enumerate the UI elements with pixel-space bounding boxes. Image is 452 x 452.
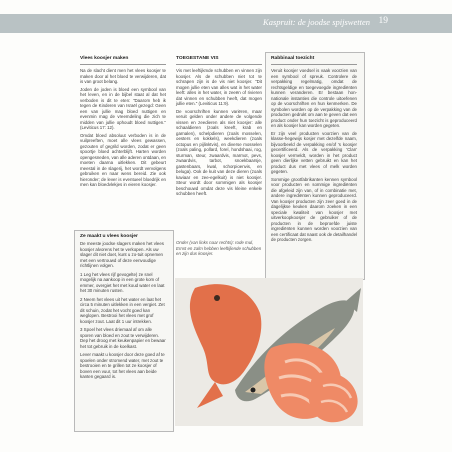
sidebar-step: 1 Leg het vlees rijf gevogelte) ze snel mogelijk na aankoop in een grote kom of emmer, overgiet het met koud water en laat het 30 minuten rusten. [80,271,165,293]
middle-paragraph: Vis met leeftijkmde schubben en vinnen zijn koosjer. Als de schubben niet tot te schrapen zijn is de vis niet koosjer. "Dit mogen jullie eten van alles wat in het water leeft: alles in het water, in zeeën of rivieren dat vinnen en schubben heeft, dat mogen jullie eten." (Leviticus 11:9). [176,68,262,106]
right-column [271,56,357,245]
sidebar-paragraph: Lever maakt u koosjer door deze goed af te spoelen onder stromend water, met zout te bestrooien en te grillen tot ze koosjer of boven een vuur, tot het vlees aan beide kanten gegaard is. [80,352,165,379]
left-sidebar-content [80,234,166,383]
left-paragraph: Joden de joden is bloed een symbool van het leven, en in de bijbel staat al dat het verboden is dit te eten: "Daarom heb ik tegen de Kinderen van Israël gezegd: Geen een van jullie mag bloed nuttigen en evenmin mag de vreemdeling die zich te midden van jullie ophoudt bloed nuttigen." (Leviticus 17: 12). [80,86,166,130]
left-paragraph: Omdat bloed absoluut verboden is in de vuilpreeften, moet alle vlees gewassen, gezouten of gegrild worden, zodat er geen spoortje bloed achterblijft. Harten worden opengesneden, van alle aderen ontdaan, en moeten daarna uitlekken. Dit gebeurt meestal in de slagerij, het wordt vervolgens gebruiken en naar wens bereid. Zie ook hieronder; de lever is eventueel bloedrijk en men kan bloedvlekjes in eieren koosjer. [80,132,166,187]
right-paragraph: Er zijn veel producten voorzien van de klasse-hegewijs kosjer met dezelfde naam, bijvoorbeeld de verpakking en/of 's koosjer gecertificeerd. Als de verpakking 'Clan' koosjer vermeldt, worden in het product geen dierlijke vetten gebruikt en kan het product dus met vlees of melk worden gegeten. [271,130,357,174]
page-number: 19 [378,16,388,26]
fish-illustration [175,278,363,426]
left-paragraph: Na de slacht dient men het vlees koosjer te maken door al het bloed te verwijderen, dat is van groot belang. [80,68,166,84]
left-sidebar-heading: Ze maakt u vlees koosjer [80,234,138,239]
left-column-heading: Vlees koosjer maken [80,56,166,65]
middle-paragraph: De voorschriften kunnen variëren, maar veruit gelden onder andere de volgende vissen en zeedieren als niet koosjer: alle schaaldieren (zoals kreeft, krab en garnalen), schelpdieren (zoals mosselen, oesters en kokkels), weekdieren (zoals octopus en pijlinktvis), en diverse mosselen (zoals paling, pollard, forel, hondshaai, rog, sturman, steur, zwaardvis, marmot, pevs, zwaardvis, tarbot, snoekbaarsje, gastenbaars, kwal, schorpioenvis, en beluga). Ook de kuit van deze dieren (zoals kaviaar en zee-egelkuit) is niet koosjer. Steur wordt door sommigen als koosjer beschouwd omdat deze vis kleine enkele schubben heeft. [176,108,262,196]
running-head: Kaspruit: de joodse spijswetten [263,17,370,27]
right-paragraph: Veruit koosjer voedsel is vaak voorzien van een symbool of spreuk. Controlere de verpakking regelmatig, omdat de rechtsgeldige en toegevoegde ingrediënten kunnen veranderen. Er bestaan hon-nationale instanties die controle uitoefenen op de voorschriften en hun kenmerken. De symbolen worden op de verpakking van de producten gedrukt om aan te geven dat een product onder hun toezicht is geproduceerd en als koosjer kan worden gegeten. [271,68,357,128]
fish-photo [175,278,363,426]
photo-caption: Onder (van links naar rechts): rode mul, Ernst en zalm hebben leeftijlende schubben en zijn dus koosjer. [176,240,262,256]
right-column-heading: Rabbinaal toezicht [271,56,357,65]
left-column [80,56,166,190]
sidebar-step: 2 Neem het vlees uit het water en laat het circa 5 minuten uitlekken in een vergiet. Zet dit schuin, zodat het vocht goed kan weglopen. Bestrooi het vlees met grof koosjer zout. Laat dit 1 uur intrekken. [80,296,165,324]
middle-column [176,56,262,199]
sidebar-paragraph: De meeste joodse slagers maken het vlees koosjer alvorens het te verkopen. Als uw slager dit niet doet, kunt u zo-tuit opnemen met een vertrouwd of deze eenvoudige richtlijnen volgen. [80,241,164,268]
middle-column-heading: TOEGESTANE VIS [176,56,262,65]
right-paragraph: Sommige grootfabrikanten kennen symbool voor producten en sommige ingrediënten die afgeleid zijn van, of in combinatie met, andere ingrediënten kunnen geproduceerd. Van koosjer producten zijn zeer goed in de dagelijkse keuken daarom zoeken in een speciale kwaliteit van koosjer met uitverkoopkoosjer de gebruiker of de producten in de beproefde juiste ingrediënten kunnen worden voorzien van een certificaat dat naast ook de detailhandel de producten zorgen. [271,176,357,242]
sidebar-step: 3 Spoel het vlees driemaal af om alle sporen van bloed en zout te verwijderen. Dep het droog met keukenpapier en bewaar het tot gebruik in de koelkast. [80,327,166,349]
